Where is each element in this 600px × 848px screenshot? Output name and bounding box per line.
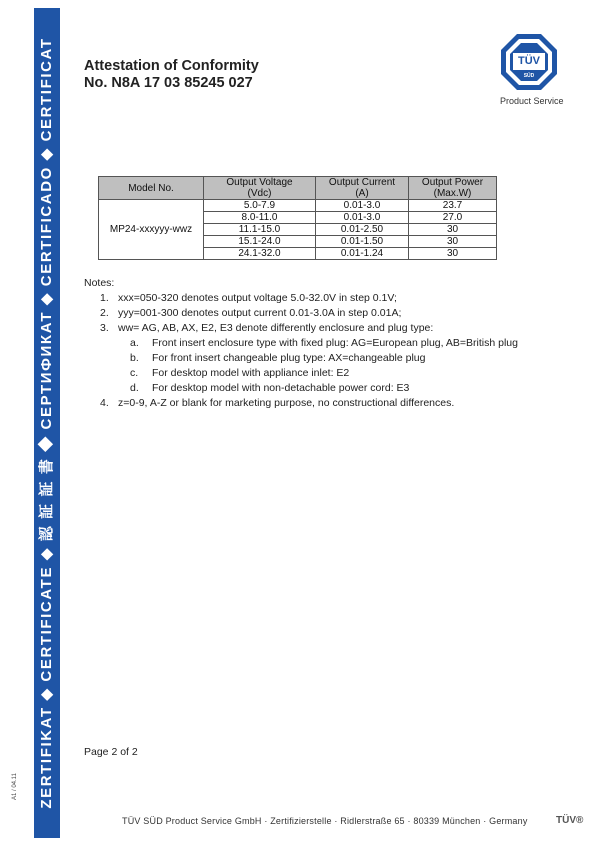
notes-section	[84, 276, 518, 411]
table-header-row	[99, 177, 497, 200]
output-power-cell: 30	[409, 224, 497, 236]
output-power-cell: 30	[409, 236, 497, 248]
output-power-cell: 27.0	[409, 212, 497, 224]
output-voltage-cell: 24.1-32.0	[204, 248, 316, 260]
tuv-footer-logo-icon	[556, 810, 586, 826]
output-current-cell: 0.01-1.24	[316, 248, 409, 260]
title-line-1: Attestation of Conformity	[84, 58, 259, 74]
output-voltage-cell: 5.0-7.9	[204, 200, 316, 212]
tuv-sud-logo-icon	[500, 33, 558, 91]
header-output-power: Output Power (Max.W)	[409, 177, 497, 200]
header-output-current: Output Current (A)	[316, 177, 409, 200]
certificate-number: No. N8A 17 03 85245 027	[84, 75, 253, 91]
header-output-voltage: Output Voltage (Vdc)	[204, 177, 316, 200]
note-item: 4. z=0-9, A-Z or blank for marketing purpose, no constructional differences.	[100, 397, 455, 409]
output-voltage-cell: 8.0-11.0	[204, 212, 316, 224]
output-power-cell: 23.7	[409, 200, 497, 212]
note-item: 2. yyy=001-300 denotes output current 0.01-3.0A in step 0.01A;	[100, 307, 402, 319]
header-model: Model No.	[99, 177, 204, 200]
revision-code: A1 / 04.11	[12, 773, 18, 800]
footer-logo-text: TÜV®	[556, 815, 584, 826]
logo-subtext: SÜD	[523, 73, 535, 79]
logo-caption: Product Service	[500, 96, 564, 106]
note-item: 3. ww= AG, AB, AX, E2, E3 denote differently enclosure and plug type:	[100, 322, 434, 334]
note-subitem: c. For desktop model with appliance inlet: E2	[130, 367, 350, 379]
footer-address: TÜV SÜD Product Service GmbH · Zertifizierstelle · Ridlerstraße 65 · 80339 München · Germany	[122, 816, 528, 826]
table-row	[99, 200, 497, 212]
output-voltage-cell: 11.1-15.0	[204, 224, 316, 236]
notes-title: Notes:	[84, 277, 115, 289]
output-current-cell: 0.01-3.0	[316, 212, 409, 224]
note-subitem: a. Front insert enclosure type with fixed plug: AG=European plug, AB=British plug	[130, 337, 518, 349]
output-current-cell: 0.01-2.50	[316, 224, 409, 236]
output-current-cell: 0.01-1.50	[316, 236, 409, 248]
logo-text: TÜV	[518, 55, 540, 67]
document-title	[84, 58, 259, 92]
note-subitem: b. For front insert changeable plug type: AX=changeable plug	[130, 352, 426, 364]
model-number-cell: MP24-xxxyyy-wwz	[99, 200, 204, 260]
output-power-cell: 30	[409, 248, 497, 260]
note-subitem: d. For desktop model with non-detachable power cord: E3	[130, 382, 410, 394]
certificate-side-text: ZERTIFIKAT ◆ CERTIFICATE ◆ 認 証 証 書 ◆ СЕРТИФИКАТ ◆ CERTIFICADO ◆ CERTIFICAT	[38, 37, 55, 809]
output-spec-table	[98, 176, 497, 260]
output-current-cell: 0.01-3.0	[316, 200, 409, 212]
page-number: Page 2 of 2	[84, 746, 138, 758]
note-item: 1. xxx=050-320 denotes output voltage 5.0-32.0V in step 0.1V;	[100, 292, 397, 304]
output-voltage-cell: 15.1-24.0	[204, 236, 316, 248]
